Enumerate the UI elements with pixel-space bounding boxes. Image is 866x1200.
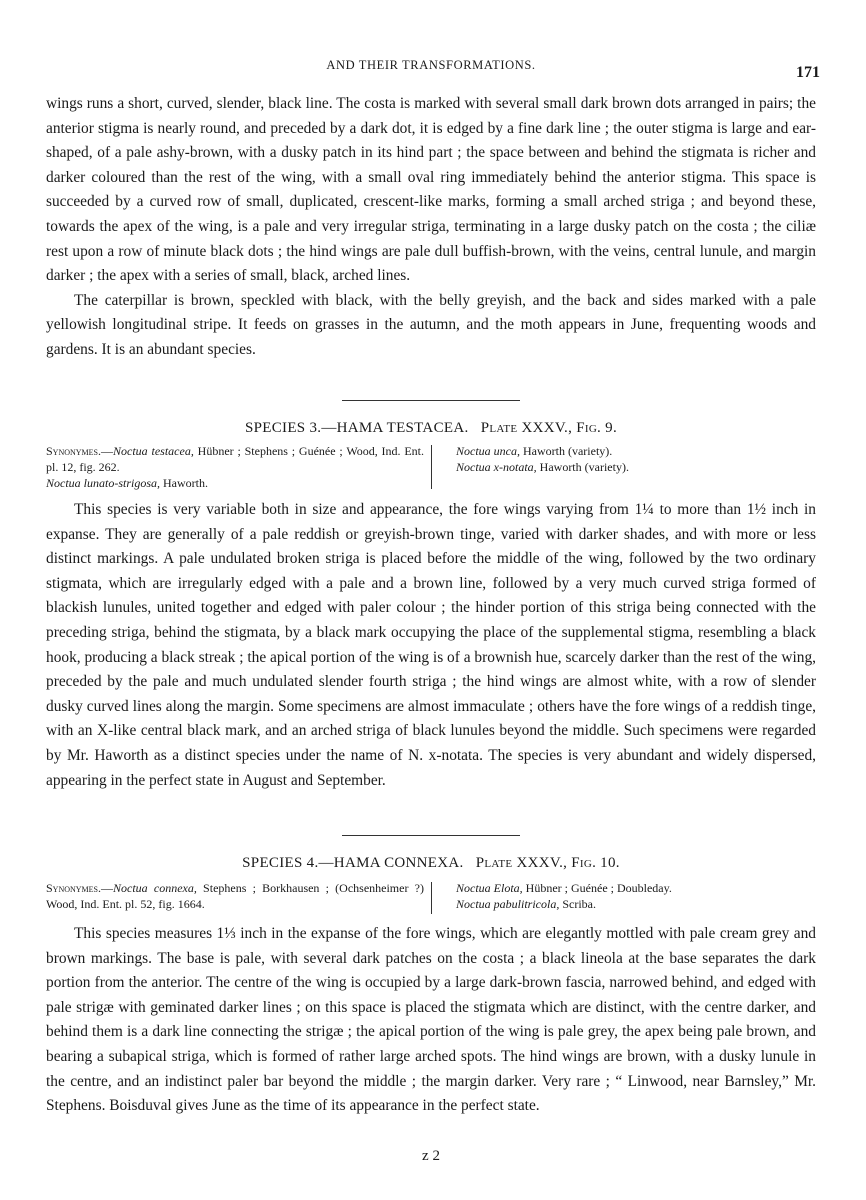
synonyms-label: Synonymes. [46,881,102,895]
species-3-title: SPECIES 3.—HAMA TESTACEA. [244,420,469,436]
synonym-name: Noctua unca, [456,444,520,458]
synonym-authors: Haworth (variety). [520,444,613,458]
species-4-description: This species measures 1⅓ inch in the expanse of the fore wings, which are elegantly mottled with pale cream grey and brown markings. The base is pale, with several dark patches on the costa ; a black lineola at the base separates the dark portion from the anterior. The centre of the wing is occupied by a large dark-brown fascia, narrowed behind, and edged with pale strigæ with geminated darker lines ; on this space is placed the stigmata which are distinct, with the centre darker, and behind them is a dark line connecting the strigæ ; the apical portion of the wing is pale grey, the apex being pale brown, and bearing a subapical striga, which is formed of rather large arched spots. The hind wings are brown, with a dusky lunule in the centre, and an indistinct paler bar beyond the middle ; the margin darker. Very rare ; “ Linwood, near Barnsley,” Mr. Stephens. Boisduval gives June as the time of its appearance in the perfect state. [46,925,816,1115]
species-3-synonyms-right [456,443,816,475]
species-3-description: This species is very variable both in size and appearance, the fore wings varying from 1¼ to more than 1½ inch in expanse. They are generally of a pale reddish or greyish-brown tinge, varied with darker shades, and with more or less distinct markings. A pale undulated broken striga is placed before the middle of the wing, followed by the two ordinary stigmata, which are irregularly edged with a pale and a brown line, followed by a very much curved striga formed of blackish lunules, united together and edged with paler colour ; the hinder portion of this striga being connected with the preceding striga, behind the stigmata, by a black mark occupying the place of the supplemental stigma, resembling a black hook, producing a black streak ; the apical portion of the wing is of a brownish hue, scarcely darker than the rest of the wing, preceded by the pale and much undulated slender fourth striga ; the hind wings are almost white, with a row of slender dusky curved lines along the margin. Some specimens are almost immaculate ; others have the fore wings of a reddish tinge, with an X-like central black mark, and an arched striga of black lunules beyond the middle. Such specimens were regarded by Mr. Haworth as a distinct species under the name of N. x-notata. The species is very abundant and widely dispersed, appearing in the perfect state in August and September. [46,501,816,789]
species-4-title: SPECIES 4.—HAMA CONNEXA. [242,855,464,871]
species-3-heading [46,420,816,437]
intro-paragraph-2: The caterpillar is brown, speckled with black, with the belly greyish, and the back and sides marked with a pale yellowish longitudinal stripe. It feeds on grasses in the autumn, and the moth appears in June, frequenting woods and gardens. It is an abundant species. [46,291,816,358]
synonyms-divider [431,445,432,489]
page-number: 171 [796,64,820,81]
intro-paragraph-1: wings runs a short, curved, slender, black line. The costa is marked with several small dark brown dots arranged in pairs; the anterior stigma is nearly round, and preceded by a dark dot, it is edged by a fine dark line ; the outer stigma is large and ear-shaped, of a pale ashy-brown, with a dusky patch in its hind part ; the space between and behind the stigmata is richer and darker coloured than the rest of the wing, with a small oval ring immediately behind the anterior stigma. This space is succeeded by a curved row of small, duplicated, crescent-like marks, forming a small arched striga ; and beyond these, towards the apex of the wing, is a pale and very irregular striga, terminating in a large dusky patch on the costa ; the ciliæ rest upon a row of minute black dots ; the hind wings are pale dull buffish-brown, with the veins, central lunule, and margin darker ; the apex with a series of small, black, arched lines. [46,95,816,285]
species-3-plate: Plate XXXV., Fig. 9. [480,420,618,436]
species-4-synonyms-left: Synonymes.—Noctua connexa, Stephens ; Borkhausen ; (Ochsenheimer ?) Wood, Ind. Ent. pl. 52, fig. 1664. [46,881,424,911]
running-head: AND THEIR TRANSFORMATIONS. [326,58,536,72]
species-4-synonyms-right [456,880,816,912]
synonym-name: Noctua testacea, [113,444,194,458]
synonym-authors: Haworth. [160,476,209,490]
species-3-synonyms [46,443,816,493]
species-4-heading [46,855,816,872]
synonym-name: Noctua lunato-strigosa, [46,476,161,490]
species-4-synonyms [46,880,816,916]
section-divider [342,400,520,401]
species-3-synonyms-left: Synonymes.—Noctua testacea, Hübner ; Stephens ; Guénée ; Wood, Ind. Ent. pl. 12, fig. 262. Noctua lunato-strigosa, Haworth. [46,444,424,490]
synonym-name: Noctua connexa, [113,881,197,895]
intro-text [46,92,816,363]
species-4-description-block [46,922,816,1119]
species-4-plate: Plate XXXV., Fig. 10. [475,855,620,871]
species-3-description-block [46,498,816,793]
synonym-authors: Scriba. [559,897,596,911]
synonym-name: Noctua x-notata, [456,460,537,474]
synonym-authors: Stephens ; Borkhausen ; (Ochsenheimer ?) Wood, Ind. Ent. pl. 52, fig. 1664. [46,881,424,911]
section-divider [342,835,520,836]
synonym-authors: Hübner ; Stephens ; Guénée ; Wood, Ind. Ent. pl. 12, fig. 262. [46,444,424,474]
synonym-name: Noctua Elota, [456,881,523,895]
signature-mark: z 2 [422,1148,440,1164]
synonym-name: Noctua pabulitricola, [456,897,560,911]
synonyms-label: Synonymes. [46,444,102,458]
synonym-authors: Hübner ; Guénée ; Doubleday. [522,881,672,895]
synonym-authors: Haworth (variety). [536,460,629,474]
synonyms-divider [431,882,432,914]
